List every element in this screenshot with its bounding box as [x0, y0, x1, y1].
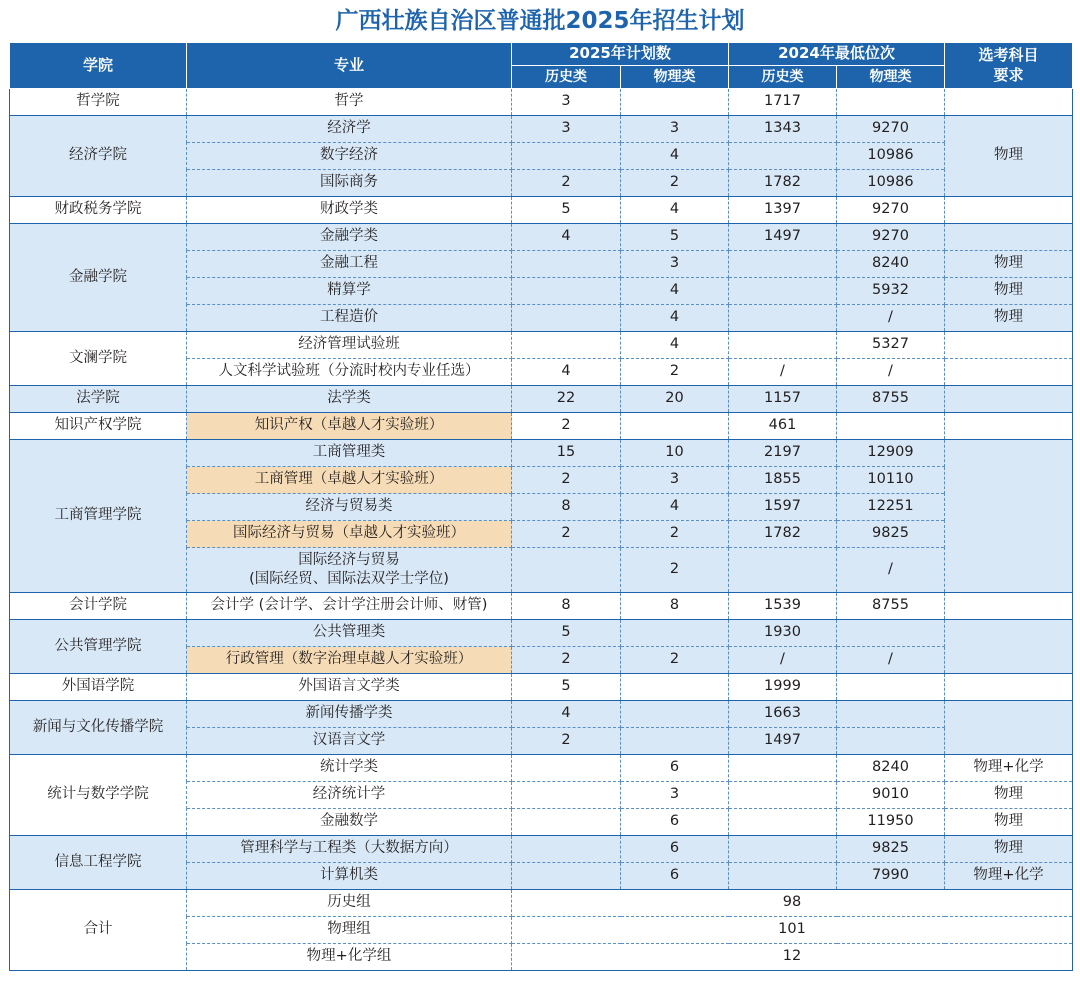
plan-physics-cell: 3 [621, 116, 729, 143]
rank-history-cell: 1855 [729, 467, 837, 494]
college-cell: 新闻与文化传播学院 [10, 701, 187, 755]
rank-physics-cell: 9010 [837, 782, 945, 809]
subject-requirement-header-line1: 选考科目 [978, 46, 1039, 64]
plan-history-cell: 2 [512, 467, 621, 494]
major-cell: 法学类 [187, 386, 512, 413]
college-cell: 外国语学院 [10, 674, 187, 701]
major-line1: 国际经济与贸易 [298, 552, 400, 569]
plan-physics-cell: 2 [621, 170, 729, 197]
plan-history-cell: 22 [512, 386, 621, 413]
major-cell: 公共管理类 [187, 620, 512, 647]
subject-requirement-cell [945, 620, 1073, 674]
plan-physics-cell [621, 674, 729, 701]
rank-history-cell: 1782 [729, 170, 837, 197]
rank-history-cell: 1497 [729, 224, 837, 251]
plan-history-cell: 3 [512, 89, 621, 116]
rank-physics-cell: 7990 [837, 863, 945, 890]
rank-physics-cell: / [837, 647, 945, 674]
rank-history-cell [729, 305, 837, 332]
rank-physics-cell: / [837, 548, 945, 593]
rank-physics-cell: 11950 [837, 809, 945, 836]
plan-history-cell [512, 143, 621, 170]
rank-physics-cell: 9270 [837, 116, 945, 143]
plan-physics-cell: 5 [621, 224, 729, 251]
rank-history-cell: / [729, 647, 837, 674]
college-cell: 工商管理学院 [10, 440, 187, 593]
subject-requirement-header [945, 43, 1073, 89]
major-cell: 管理科学与工程类（大数据方向） [187, 836, 512, 863]
college-header: 学院 [10, 43, 187, 89]
subject-requirement-cell: 物理 [945, 809, 1073, 836]
major-cell-highlighted: 行政管理（数字治理卓越人才实验班） [187, 647, 512, 674]
major-cell: 外国语言文学类 [187, 674, 512, 701]
rank-history-cell: 1539 [729, 593, 837, 620]
table-row [10, 701, 1073, 728]
plan-2025-header: 2025年计划数 [512, 43, 729, 66]
college-cell: 统计与数学学院 [10, 755, 187, 836]
plan-physics-cell: 2 [621, 548, 729, 593]
plan-history-cell: 5 [512, 620, 621, 647]
subject-requirement-cell [945, 89, 1073, 116]
major-cell: 会计学 (会计学、会计学注册会计师、财管) [187, 593, 512, 620]
plan-history-cell: 2 [512, 647, 621, 674]
college-cell: 金融学院 [10, 224, 187, 332]
major-cell: 工商管理类 [187, 440, 512, 467]
college-cell: 经济学院 [10, 116, 187, 197]
min-rank-2024-header: 2024年最低位次 [729, 43, 945, 66]
rank-history-header: 历史类 [729, 66, 837, 89]
table-row [10, 413, 1073, 440]
rank-history-cell [729, 251, 837, 278]
rank-physics-cell: 8240 [837, 251, 945, 278]
major-cell-highlighted: 国际经济与贸易（卓越人才实验班） [187, 521, 512, 548]
major-cell: 精算学 [187, 278, 512, 305]
college-cell: 财政税务学院 [10, 197, 187, 224]
plan-history-cell: 5 [512, 197, 621, 224]
college-cell: 文澜学院 [10, 332, 187, 386]
plan-history-cell: 8 [512, 494, 621, 521]
table-row [10, 197, 1073, 224]
plan-physics-cell [621, 728, 729, 755]
table-row [10, 116, 1073, 143]
rank-history-cell [729, 548, 837, 593]
rank-history-cell: 1497 [729, 728, 837, 755]
table-row [10, 836, 1073, 863]
plan-physics-cell: 2 [621, 647, 729, 674]
subject-requirement-cell [945, 197, 1073, 224]
rank-physics-cell: 9825 [837, 836, 945, 863]
subject-requirement-cell [945, 332, 1073, 359]
plan-physics-cell: 6 [621, 836, 729, 863]
rank-history-cell [729, 863, 837, 890]
subject-requirement-cell [945, 386, 1073, 413]
subject-requirement-cell: 物理 [945, 305, 1073, 332]
plan-physics-cell: 4 [621, 143, 729, 170]
plan-physics-header: 物理类 [621, 66, 729, 89]
plan-history-cell: 3 [512, 116, 621, 143]
subject-requirement-cell: 物理 [945, 251, 1073, 278]
rank-history-cell: 1343 [729, 116, 837, 143]
rank-history-cell: 1663 [729, 701, 837, 728]
table-row [10, 332, 1073, 359]
rank-history-cell [729, 143, 837, 170]
table-row [10, 440, 1073, 467]
plan-history-cell [512, 251, 621, 278]
table-row [10, 620, 1073, 647]
plan-history-cell: 4 [512, 224, 621, 251]
rank-physics-cell [837, 728, 945, 755]
plan-physics-cell: 4 [621, 305, 729, 332]
total-label-cell: 合计 [10, 890, 187, 971]
rank-physics-cell: 12251 [837, 494, 945, 521]
major-cell: 经济统计学 [187, 782, 512, 809]
plan-history-cell [512, 836, 621, 863]
plan-history-cell [512, 782, 621, 809]
admission-plan-table [9, 42, 1073, 971]
rank-history-cell: 1597 [729, 494, 837, 521]
major-cell: 金融工程 [187, 251, 512, 278]
rank-history-cell [729, 809, 837, 836]
table-row [10, 89, 1073, 116]
plan-physics-cell: 3 [621, 782, 729, 809]
rank-history-cell [729, 782, 837, 809]
plan-physics-cell: 4 [621, 332, 729, 359]
major-cell: 金融数学 [187, 809, 512, 836]
major-cell: 经济与贸易类 [187, 494, 512, 521]
rank-history-cell [729, 332, 837, 359]
plan-history-cell: 4 [512, 359, 621, 386]
rank-physics-cell [837, 89, 945, 116]
major-cell-highlighted: 工商管理（卓越人才实验班） [187, 467, 512, 494]
major-cell: 金融学类 [187, 224, 512, 251]
subject-requirement-header-line2: 要求 [993, 65, 1024, 84]
subject-requirement-cell: 物理 [945, 116, 1073, 197]
major-cell: 工程造价 [187, 305, 512, 332]
rank-physics-cell: 8240 [837, 755, 945, 782]
plan-history-cell: 2 [512, 170, 621, 197]
total-value-cell: 98 [512, 890, 1073, 917]
subject-requirement-cell: 物理+化学 [945, 863, 1073, 890]
rank-physics-cell [837, 620, 945, 647]
plan-history-cell: 8 [512, 593, 621, 620]
table-row [10, 593, 1073, 620]
table-row [10, 386, 1073, 413]
plan-history-cell [512, 305, 621, 332]
major-cell: 国际商务 [187, 170, 512, 197]
major-cell: 统计学类 [187, 755, 512, 782]
college-cell: 知识产权学院 [10, 413, 187, 440]
rank-history-cell: 1397 [729, 197, 837, 224]
rank-history-cell: 461 [729, 413, 837, 440]
plan-history-cell: 4 [512, 701, 621, 728]
plan-physics-cell: 20 [621, 386, 729, 413]
plan-history-cell [512, 332, 621, 359]
college-cell: 法学院 [10, 386, 187, 413]
rank-physics-cell: 8755 [837, 593, 945, 620]
plan-physics-cell: 2 [621, 521, 729, 548]
plan-history-cell: 2 [512, 521, 621, 548]
rank-history-cell [729, 755, 837, 782]
plan-physics-cell [621, 701, 729, 728]
subject-requirement-cell [945, 440, 1073, 593]
plan-physics-cell: 8 [621, 593, 729, 620]
plan-physics-cell [621, 620, 729, 647]
rank-physics-cell [837, 674, 945, 701]
total-value-cell: 12 [512, 944, 1073, 971]
total-group-cell: 物理组 [187, 917, 512, 944]
rank-physics-cell: 9270 [837, 224, 945, 251]
subject-requirement-cell: 物理 [945, 836, 1073, 863]
major-cell-highlighted: 知识产权（卓越人才实验班） [187, 413, 512, 440]
total-group-cell: 历史组 [187, 890, 512, 917]
rank-history-cell: / [729, 359, 837, 386]
plan-physics-cell: 3 [621, 467, 729, 494]
plan-history-cell: 2 [512, 413, 621, 440]
rank-physics-cell: 12909 [837, 440, 945, 467]
college-cell: 信息工程学院 [10, 836, 187, 890]
subject-requirement-cell [945, 224, 1073, 251]
rank-physics-cell: 9825 [837, 521, 945, 548]
major-cell: 数字经济 [187, 143, 512, 170]
total-row [10, 890, 1073, 917]
subject-requirement-cell: 物理 [945, 782, 1073, 809]
rank-physics-cell: 9270 [837, 197, 945, 224]
rank-history-cell [729, 278, 837, 305]
rank-history-cell [729, 836, 837, 863]
rank-physics-cell: 10986 [837, 143, 945, 170]
total-value-cell: 101 [512, 917, 1073, 944]
plan-physics-cell: 6 [621, 755, 729, 782]
plan-history-header: 历史类 [512, 66, 621, 89]
college-cell: 会计学院 [10, 593, 187, 620]
rank-physics-cell: 5932 [837, 278, 945, 305]
major-cell: 新闻传播学类 [187, 701, 512, 728]
rank-physics-cell [837, 701, 945, 728]
rank-physics-cell: 10110 [837, 467, 945, 494]
plan-history-cell: 2 [512, 728, 621, 755]
major-cell: 财政学类 [187, 197, 512, 224]
major-cell: 汉语言文学 [187, 728, 512, 755]
plan-physics-cell: 4 [621, 197, 729, 224]
major-cell: 经济学 [187, 116, 512, 143]
rank-history-cell: 2197 [729, 440, 837, 467]
plan-history-cell [512, 755, 621, 782]
rank-physics-cell: 5327 [837, 332, 945, 359]
major-line2: (国际经贸、国际法双学士学位) [249, 571, 449, 587]
plan-physics-cell: 6 [621, 863, 729, 890]
plan-physics-cell: 6 [621, 809, 729, 836]
rank-physics-cell: / [837, 305, 945, 332]
plan-physics-cell [621, 89, 729, 116]
major-cell: 哲学 [187, 89, 512, 116]
rank-physics-header: 物理类 [837, 66, 945, 89]
college-cell: 公共管理学院 [10, 620, 187, 674]
rank-physics-cell: 10986 [837, 170, 945, 197]
plan-physics-cell: 4 [621, 494, 729, 521]
subject-requirement-cell: 物理+化学 [945, 755, 1073, 782]
plan-history-cell [512, 809, 621, 836]
rank-physics-cell: / [837, 359, 945, 386]
plan-history-cell [512, 863, 621, 890]
rank-physics-cell: 8755 [837, 386, 945, 413]
subject-requirement-cell [945, 359, 1073, 386]
plan-history-cell: 5 [512, 674, 621, 701]
plan-history-cell [512, 278, 621, 305]
table-row [10, 755, 1073, 782]
rank-physics-cell [837, 413, 945, 440]
rank-history-cell: 1782 [729, 521, 837, 548]
subject-requirement-cell: 物理 [945, 278, 1073, 305]
plan-physics-cell: 10 [621, 440, 729, 467]
rank-history-cell: 1717 [729, 89, 837, 116]
total-group-cell: 物理+化学组 [187, 944, 512, 971]
rank-history-cell: 1930 [729, 620, 837, 647]
subject-requirement-cell [945, 413, 1073, 440]
plan-physics-cell: 4 [621, 278, 729, 305]
plan-physics-cell: 2 [621, 359, 729, 386]
subject-requirement-cell [945, 701, 1073, 755]
subject-requirement-cell [945, 593, 1073, 620]
plan-history-cell [512, 548, 621, 593]
major-header: 专业 [187, 43, 512, 89]
rank-history-cell: 1157 [729, 386, 837, 413]
subject-requirement-cell [945, 674, 1073, 701]
college-cell: 哲学院 [10, 89, 187, 116]
major-cell: 人文科学试验班（分流时校内专业任选） [187, 359, 512, 386]
rank-history-cell: 1999 [729, 674, 837, 701]
plan-history-cell: 15 [512, 440, 621, 467]
table-row [10, 224, 1073, 251]
plan-physics-cell [621, 413, 729, 440]
major-cell [187, 548, 512, 593]
plan-physics-cell: 3 [621, 251, 729, 278]
major-cell: 计算机类 [187, 863, 512, 890]
major-cell: 经济管理试验班 [187, 332, 512, 359]
page-title: 广西壮族自治区普通批2025年招生计划 [335, 8, 745, 34]
table-row [10, 674, 1073, 701]
